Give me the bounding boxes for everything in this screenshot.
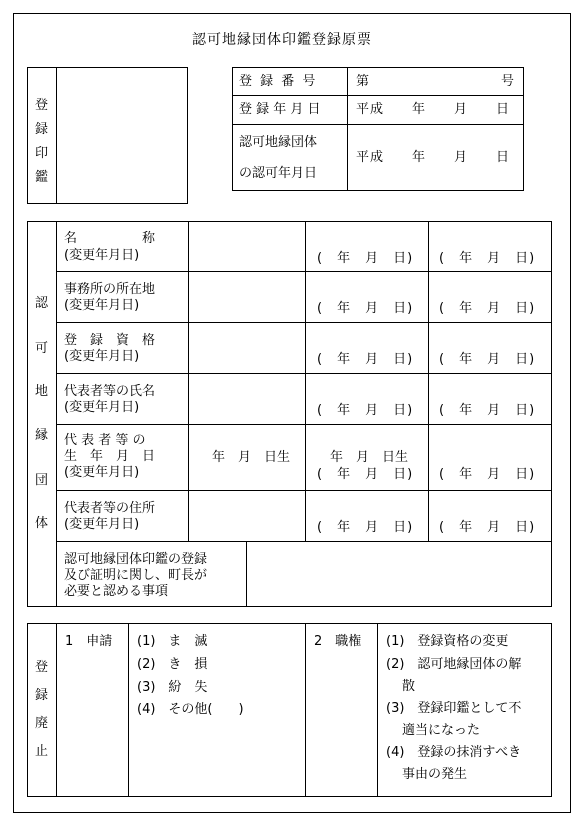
remarks-line-1: 認可地縁団体印鑑の登録 (64, 552, 208, 567)
change-date-col1: ( 年 月 日) (317, 403, 414, 418)
group-side-char: 可 (35, 341, 49, 356)
row-label-rep-birth: 代 表 者 等 の (64, 433, 146, 448)
change-date-col2: ( 年 月 日) (439, 520, 536, 535)
authority-item: 散 (402, 679, 416, 694)
change-date-col1: ( 年 月 日) (317, 352, 414, 367)
registration-number-suffix: 号 (501, 74, 515, 89)
registration-date-label: 登 録 年 月 日 (239, 102, 321, 117)
row-label-rep-name: 代表者等の氏名 (64, 384, 156, 399)
group-side-char: 縁 (35, 428, 49, 443)
row-label-change: (変更年月日) (64, 349, 140, 364)
application-label: 1 申請 (65, 634, 113, 649)
birth-date-col1: 年 月 日生 (330, 450, 409, 465)
seal-label-char: 登 (35, 98, 49, 113)
row-label-change: (変更年月日) (64, 298, 140, 313)
seal-label-char: 録 (35, 122, 49, 137)
authority-item: (1) 登録資格の変更 (386, 634, 509, 649)
approval-date-value: 平成 年 月 日 (356, 150, 511, 165)
row-label-change: (変更年月日) (64, 248, 140, 263)
group-side-char: 体 (35, 516, 49, 531)
row-label-change: (変更年月日) (64, 400, 140, 415)
authority-item: (2) 認可地縁団体の解 (386, 657, 522, 672)
seal-box (27, 67, 188, 204)
registration-number-label: 登 録 番 号 (239, 74, 318, 89)
change-date-col1: ( 年 月 日) (317, 251, 414, 266)
authority-item: 適当になった (402, 723, 481, 738)
abolition-side-char: 登 (35, 660, 49, 675)
application-item: (2) き 損 (137, 657, 208, 672)
remarks-line-2: 及び証明に関し、町長が (64, 568, 208, 583)
approval-date-label-1: 認可地縁団体 (239, 135, 318, 150)
change-date-col2: ( 年 月 日) (439, 251, 536, 266)
change-date-col1: ( 年 月 日) (317, 301, 414, 316)
application-item: (3) 紛 失 (137, 680, 208, 695)
row-label-change: (変更年月日) (64, 517, 140, 532)
group-side-char: 地 (35, 384, 49, 399)
authority-label: 2 職権 (314, 634, 362, 649)
application-item: (1) ま 滅 (137, 634, 208, 649)
authority-item: 事由の発生 (402, 767, 468, 782)
row-label-rep-birth-2: 生 年 月 日 (64, 449, 156, 464)
row-label-office: 事務所の所在地 (64, 282, 156, 297)
row-label-qualification: 登 録 資 格 (64, 333, 156, 348)
group-side-char: 認 (35, 296, 49, 311)
row-label-change: (変更年月日) (64, 465, 140, 480)
change-date-col2: ( 年 月 日) (439, 403, 536, 418)
change-date-col1: ( 年 月 日) (317, 520, 414, 535)
row-label-rep-address: 代表者等の住所 (64, 501, 156, 516)
seal-label-char: 鑑 (35, 170, 49, 185)
authority-item: (4) 登録の抹消すべき (386, 745, 522, 760)
abolition-side-char: 廃 (35, 716, 49, 731)
change-date-col1: ( 年 月 日) (317, 467, 414, 482)
seal-label-char: 印 (35, 146, 49, 161)
application-item: (4) その他( ) (137, 702, 244, 717)
change-date-col2: ( 年 月 日) (439, 467, 536, 482)
change-date-col2: ( 年 月 日) (439, 301, 536, 316)
remarks-line-3: 必要と認める事項 (64, 584, 169, 599)
approval-date-label-2: の認可年月日 (239, 166, 318, 181)
row-label-name: 名 称 (64, 231, 156, 246)
change-date-col2: ( 年 月 日) (439, 352, 536, 367)
birth-date-col0: 年 月 日生 (212, 450, 291, 465)
abolition-side-char: 録 (35, 688, 49, 703)
authority-item: (3) 登録印鑑として不 (386, 701, 522, 716)
abolition-side-char: 止 (35, 744, 49, 759)
registration-number-prefix: 第 (356, 74, 370, 89)
registration-date-value: 平成 年 月 日 (356, 102, 511, 117)
group-side-char: 団 (35, 473, 49, 488)
page-title: 認可地縁団体印鑑登録原票 (192, 32, 372, 48)
